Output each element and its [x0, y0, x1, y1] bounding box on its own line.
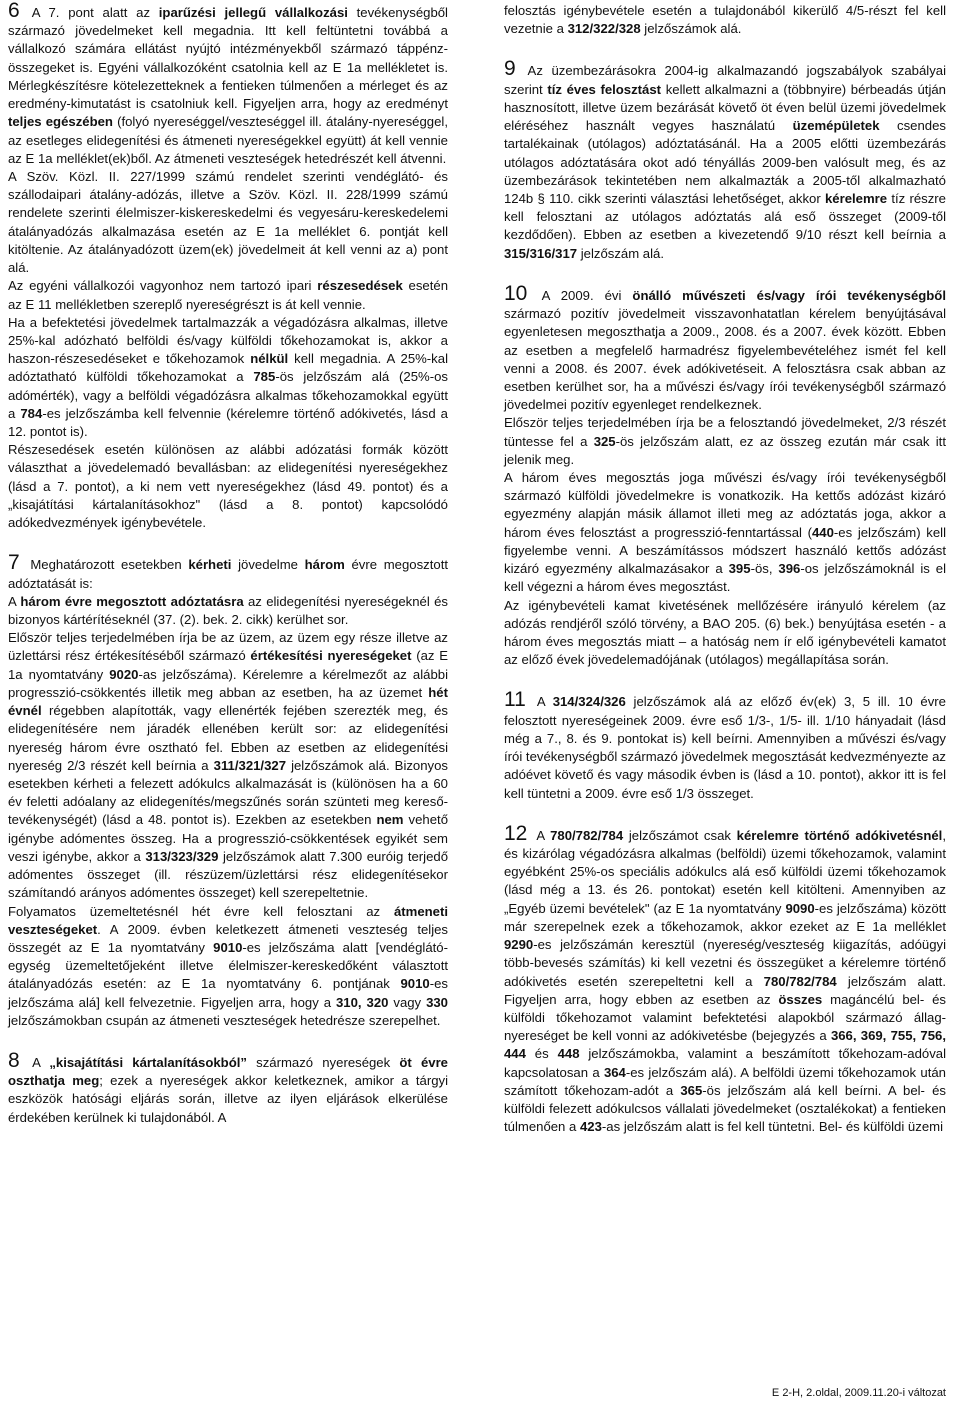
- paragraph-8-cont: [504, 2, 946, 38]
- text-run: -ös jelzőszám alá (25%-os adómérték), vagy a belföldi végadózásra alkalmas tőkehozamokkal együtt a: [8, 369, 448, 421]
- text-run: Az üzembezárásokra 2004-ig alkalmazandó jogszabályok szabályai szerint: [504, 63, 946, 97]
- bold-text: 365: [680, 1082, 703, 1098]
- text-run: jelzőszámokban csupán az átmeneti veszteségek hetedrésze szerepelhet.: [8, 1012, 441, 1028]
- text-run: és: [525, 1046, 558, 1062]
- bold-text: 440: [811, 524, 834, 540]
- text-run: régebben alapították, vagy ellenérték fejében szerezték meg, és elidegenítésére nem járadék ellenében került sor: az elidegenítési nyereség három évre osztható fel. Ebben az esetben az elidegenítési nyereség 2/3 részét kell beírnia a: [8, 703, 448, 773]
- bold-text: 396: [778, 561, 801, 577]
- bold-text: nélkül: [250, 351, 289, 367]
- section-number: 9: [504, 57, 516, 81]
- bold-text: 9290: [504, 937, 534, 953]
- bold-text: 785: [253, 369, 276, 385]
- text-run: . A 2009. évben keletkezett átmeneti veszteség teljes összegét az E 1a nyomtatvány: [8, 921, 448, 955]
- text-run: származó pozitív jövedelmeit visszavonhatatlan kérelem benyújtásával egyenletesen megoszthatja a 2009., 2008. és a 2007. évek között. Ebben az esetben a megfelelő harmadrész figyelembevételéhez ismét fel kell venni a 2008. és 2007. évek adókivetéseit. A felosztásra csak abban az esetben kerülhet sor, ha a művészi és/vagy írói tevékenységből származó jövedelmei pozitív egyenleget rendelkeznek.: [504, 306, 946, 413]
- section-number: 12: [504, 821, 528, 845]
- bold-text: 9010: [400, 976, 430, 992]
- text-run: kell megadnia. A 25%-kal adóztatható külföldi tőkehozamokat a: [8, 351, 448, 385]
- paragraph-6: [8, 2, 448, 168]
- paragraph-10: [504, 281, 946, 415]
- bold-text: 9010: [213, 939, 243, 955]
- text-run: Az egyéni vállalkozói vagyonhoz nem tartozó ipari: [8, 278, 318, 294]
- text-run: Először teljes terjedelmében írja be az üzem, az üzem egy része illetve az üzlettársi rész értékesítéséből származó: [8, 630, 448, 664]
- paragraph-10-eloszor: [504, 414, 946, 469]
- paragraph-7: [8, 551, 448, 592]
- bold-text: 784: [20, 405, 43, 421]
- text-run: (folyó nyereséggel/veszteséggel ill. átalány-nyereséggel, az esetleges elidegenítési és átmeneti nyereségekkel együtt) át kell vennie az E 1a melléklet(ek)ből. Az átmeneti veszteségek hetedrészét kell átvenni.: [8, 114, 448, 166]
- bold-text: tíz éves felosztást: [547, 81, 662, 97]
- text-run: -as jelzőszáma). Kérelemre a kérelmezőt az alábbi progresszió-csökkentés illetik meg abban az esetben, ha az üzemet: [8, 666, 449, 700]
- section-number: 10: [504, 281, 528, 305]
- bold-text: 314/324/326: [552, 694, 626, 710]
- text-run: vagy: [388, 994, 427, 1010]
- text-run: jelzőszámokba, valamint a beszámított tőkehozam-adóval kapcsolatosan a: [504, 1046, 946, 1080]
- bold-text: 9020: [109, 666, 139, 682]
- section-number: 8: [8, 1049, 20, 1073]
- text-run: vehető igénybe adómentes összeg. Ha a progresszió-csökkentések egyikét sem veszi igénybe, akkor a: [8, 812, 449, 864]
- bold-text: 311/321/327: [213, 757, 287, 773]
- bold-text: részesedések: [317, 278, 403, 294]
- bold-text: iparűzési jellegű vállalkozási: [158, 5, 348, 20]
- text-run: felosztás igénybevétele esetén a tulajdonából kikerülő 4/5-részt fel kell vezetnie a: [504, 3, 946, 37]
- text-run: az elidegenítési nyereségeknél és bizonyos kártérítéseknél (37. (2). bek. 2. cikk) kerülhet sor.: [8, 593, 448, 627]
- text-run: -es jelzőszám alá). A belföldi üzemi tőkehozamok után számított tőkehozam-adót a: [504, 1064, 946, 1098]
- text-run: -ös,: [750, 561, 779, 577]
- bold-text: kérheti: [188, 557, 232, 573]
- text-run: csendes tartalékainak (utólagos) adóztatásánál. Ha a 2005 előtti üzembezárás utólagos adóztatására okot adó tényállás 2009-ben valósult meg, és az üzembezárások tekintetében nem alkalmazták a 2005-től alkalmazható 124b § 110. cikk szerinti választási lehetőséget, akkor: [504, 118, 946, 206]
- text-run: kellett alkalmazni a (többnyire) bérbeadás útján hasznosított, illetve üzem bezárását követő öt éven belül üzemi jövedelmek eléréséhez használt vegyes használatú: [504, 81, 946, 134]
- bold-text: öt évre oszthatja meg: [8, 1055, 448, 1089]
- text-run: jelzőszámot csak: [623, 827, 737, 843]
- bold-text: értékesítési nyereségeket: [250, 648, 412, 664]
- section-number: 7: [8, 551, 20, 575]
- bold-text: „kisajátítási kártalanításokból”: [49, 1055, 247, 1071]
- bold-text: 330: [426, 994, 448, 1010]
- bold-text: három: [304, 557, 345, 573]
- text-run: magáncélú bel- és külföldi tőkehozamot valamint befektetési alapokból származó állag-nyereséget be kell vonni az adókivetésbe (bejegyzés a: [504, 991, 947, 1044]
- text-run: A: [531, 827, 551, 843]
- right-column: [504, 2, 946, 1136]
- text-run: Folyamatos üzemeltetésnél hét évre kell felosztani az: [8, 903, 394, 919]
- bold-text: 312/322/328: [567, 21, 641, 37]
- bold-text: 9090: [785, 900, 815, 916]
- text-run: -es jelzőszám) kell figyelembe venni. A beszámítássos módszert használó kettős adózást kizáró egyezmény alkalmazásakor a: [504, 524, 946, 577]
- text-run: évre megosztott adóztatását is:: [8, 557, 448, 591]
- text-run: , és kizárólag végadózásra alkalmas (belföldi) üzemi tőkehozamok, valamint egyébként 25%-os speciális adókulcs alá eső külföldi üzemi tőkehozamok (lásd még a 13. és 26. pontokat) esetén kell kitölteni. Amennyiben az „Egyéb üzemi bevételek" (az E 1a nyomtatvány: [504, 827, 946, 916]
- text-run: ; ezek a nyereségek akkor keletkeznek, amikor a tárgyi eszközök hatósági eljárás során, illetve az ilyen eljárások elkerülése érdekében kerülnek ki tulajdonából. A: [8, 1073, 449, 1125]
- bold-text: 423: [579, 1119, 602, 1135]
- text-run: Részesedések esetén különösen az alábbi adózatási formák között választhat a jövedelemadó bevallásban: az elidegenítési nyereségekhez (lásd a 7. pontot), a ki nem vett nyereségekhez (lásd 49. pontot) és a „kisajátítási kártalanításokhoz" (lásd a 8. pontot) kapcsolódó adókedvezmények igénybevétele.: [8, 442, 448, 531]
- text-run: jövedelme: [231, 557, 305, 573]
- bold-text: három évre megosztott adóztatásra: [20, 593, 244, 609]
- bold-text: 780/782/784: [763, 973, 837, 989]
- text-run: Az igénybevételi kamat kivetésének mellőzésére irányuló kérelem (az adózás rendjéről szóló törvény, a BAO 205. (6) bek.) benyújtása esetén - a három éves megosztás miatt – a hatóság nem ír elő igénybevételi kamatot az előző évek jövedelemadójának (utólagos) megállapítása során.: [504, 597, 946, 668]
- bold-text: 313/323/329: [145, 848, 219, 864]
- text-run: -ös jelzőszám alatt, ez az összeg ezután már csak itt jelenik meg.: [504, 433, 946, 467]
- text-run: jelzőszámok alatt 7.300 euróig terjedő adómentes összeget (ill. részüzem/üzlettársi rész elidegenítésekor számítandó arányos adómentes összeget) kell szerepeltetnie.: [8, 848, 448, 901]
- text-run: jelzőszámok alá.: [640, 21, 742, 37]
- paragraph-folyamatos: [8, 903, 448, 1031]
- bold-text: 315/316/317: [504, 245, 578, 261]
- text-run: származó nyereségek: [246, 1055, 400, 1071]
- bold-text: 780/782/784: [550, 827, 624, 843]
- text-run: tevékenységből származó jövedelmeket kell megadnia. Itt kell feltüntetni továbbá a vállalkozó számára ellátást nyújtó intézményekből származó táppénz-összegeket is. Egyéni vállalkozóként csatolnia kell az E 1a mellékletet is. Mérlegkészítésre kötelezetteknek a fentieken túlmenően a mérleget és az eredmény-kimutatást is csatolniuk kell. Figyeljen arra, hogy az eredményt: [8, 5, 448, 112]
- text-run: jelzőszámok alá. Bizonyos esetekben kérheti a felezett adókulcs alkalmazását is (különösen ha a 60 év feletti adóalany az elidegenítés/megszűnés során szünteti meg kereső-tevékenységét) (lásd a 48. pontot is). Ezekben az esetekben: [8, 757, 448, 828]
- bold-text: 395: [728, 561, 751, 577]
- bold-text: üzemépületek: [792, 118, 880, 134]
- text-run: jelzőszámok alá az előző év(ek) 3, 5 ill. 10 évre felosztott nyereségeinek 2009. évre eső 1/3-, 1/5- ill. 1/10 hányadait (lásd még a 7., 8. és 9. pontokat is) kell beírni. Amennyiben a művészi és/vagy írói tevékenységből származó jövedelmek megosztását kedvezményezte az adóévet követő és vagy második évben is (lásd a 10. pontot), akkor itt is fel kell tüntetni a 2009. évre eső 1/3 összeget.: [504, 694, 946, 801]
- text-run: A 7. pont alatt az: [23, 5, 159, 20]
- paragraph-11: [504, 688, 946, 802]
- text-run: -es jelzőszáma alá] kell felvezetnie. Figyeljen arra, hogy a: [8, 976, 448, 1010]
- bold-text: hét évnél: [8, 684, 448, 719]
- paragraph-adozatasi-formak: [8, 441, 448, 532]
- text-run: jelzőszám alá.: [577, 245, 664, 261]
- text-run: A 2009. évi: [531, 287, 633, 303]
- bold-text: 310, 320: [336, 994, 389, 1010]
- text-run: -es jelzőszámán keresztül (nyereség/veszteség kiigazítás, adóügyi több-bevesés számítás) ki kell vezetni és összegüket a kérelemre történő adókivetés esetén szerepeltetni kell a: [504, 937, 946, 989]
- text-run: A: [23, 1055, 50, 1071]
- section-number: 11: [504, 688, 526, 712]
- bold-text: 366, 369, 755, 756, 444: [504, 1028, 946, 1062]
- paragraph-10-kamat: [504, 597, 946, 670]
- text-run: Ha a befektetési jövedelmek tartalmazzák a végadózásra alkalmas, illetve 25%-kal adózható belföldi és/vagy külföldi tőkehozamokat is, akkor a haszon-részesedéseket e tőkehozamok: [8, 314, 448, 367]
- bold-text: önálló művészeti és/vagy írói tevékenységből: [632, 287, 946, 303]
- text-run: -es jelzőszáma alatt [vendéglátó-egység üzemeltetőjeként illetve élelmiszer-kereskedőként választott átalányadózás esetén: az E 1a nyomtatvány 6. pontjának: [8, 939, 448, 992]
- paragraph-eloszor: [8, 629, 448, 902]
- paragraph-8: [8, 1049, 449, 1127]
- text-run: A: [529, 694, 553, 710]
- bold-text: kérelemre: [824, 190, 888, 206]
- text-run: -ös jelzőszám alá kell beírni. A bel- és külföldi felezett adókulcsos vállalati jövedelmeket (osztalékokat) a fentieken túlmenően a: [504, 1082, 946, 1135]
- paragraph-reszesedesek: [8, 277, 448, 313]
- bold-text: 364: [603, 1064, 626, 1080]
- page-footer: E 2-H, 2.oldal, 2009.11.20-i változat: [771, 1387, 946, 1399]
- text-run: -as jelzőszám alatt is fel kell tüntetni. Bel- és külföldi üzemi: [601, 1119, 943, 1135]
- paragraph-10-harom-eves: [504, 469, 946, 597]
- text-run: tíz részre kell felosztani az utólagos adóztatás alá eső összeget (2009-től kezdődően). Ebben az esetben a kivezetendő 9/10 részt kell beírnia a: [504, 190, 946, 243]
- bold-text: teljes egészében: [8, 114, 113, 130]
- text-run: Meghatározott esetekben: [23, 557, 189, 573]
- paragraph-befektetesi: [8, 314, 448, 442]
- paragraph-12: [504, 821, 947, 1137]
- text-run: A Szöv. Közl. II. 227/1999 számú rendelet szerinti vendéglátó- és szállodaipari átalány-adózás, illetve a Szöv. Közl. II. 228/1999 számú rendelete szerinti élelmiszer-kiskereskedelmi és vegyesáru-kereskedelemi átalányadózás alkalmazása esetén az E 1a melléklet 6. pontját kell kitöltenie. Az átalányadózott üzem(ek) jövedelmeit át kell venni az a) pont alá.: [8, 168, 448, 276]
- bold-text: kérelemre történő adókivetésnél: [736, 827, 943, 843]
- section-number: 6: [8, 0, 20, 22]
- paragraph-szovkozl: [8, 168, 448, 277]
- bold-text: 448: [557, 1046, 580, 1062]
- left-column: [8, 2, 448, 1127]
- text-run: -os jelzőszámoknál is el kell végezni a három éves megosztást.: [504, 561, 946, 595]
- text-run: A három éves megosztás joga művészi és/vagy írói tevékenységből származó külföldi jövedelmekre is vonatkozik. Ha kettős adózást kizáró egyezmény alapján másik államot illeti meg az adóztatás joga, akkor a három éves felosztást a progresszió-fenntartással (: [504, 470, 946, 540]
- bold-text: átmeneti veszteségeket: [8, 903, 448, 937]
- text-run: -es jelzőszáma) között már szerepelnek ezek a tőkehozamok, akkor ezeket az E 1a melléklet: [504, 900, 946, 934]
- paragraph-9: [504, 57, 946, 262]
- paragraph-harom-ev: [8, 593, 448, 629]
- bold-text: összes: [778, 991, 823, 1007]
- bold-text: nem: [376, 812, 404, 828]
- bold-text: 325: [593, 433, 616, 449]
- text-run: -es jelzőszámba kell felvennie (kérelemre történő adókivetés, lásd a 12. pontot is).: [8, 405, 448, 440]
- text-run: Először teljes terjedelmében írja be a felosztandó jövedelmeket, 2/3 részét tüntesse fel a: [504, 415, 946, 449]
- text-run: esetén az E 11 mellékletben szereplő nyereségrészt is át kell vennie.: [8, 278, 448, 312]
- text-run: (az E 1a nyomtatvány: [8, 648, 448, 682]
- text-run: A: [8, 593, 21, 609]
- text-run: jelzőszám alatt. Figyeljen arra, hogy ebben az esetben az: [504, 973, 946, 1007]
